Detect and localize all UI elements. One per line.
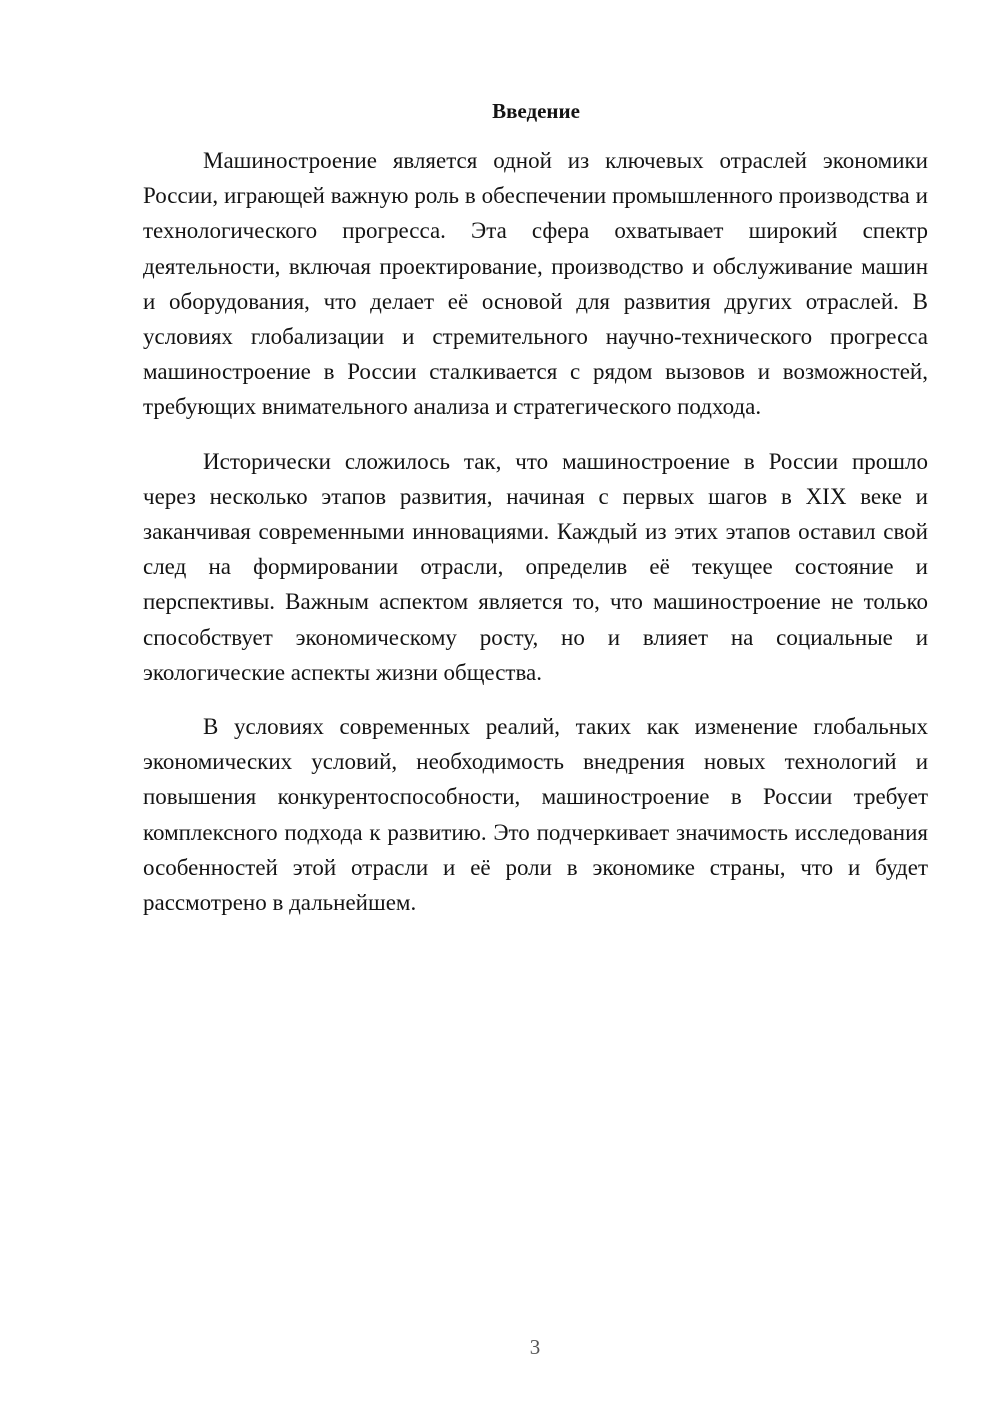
- paragraph-2: Исторически сложилось так, что машиностроение в России прошло через несколько этапов развития, начиная с первых шагов в XIX веке и заканчивая современными инновациями. Каждый из этих этапов оставил свой след на формировании отрасли, определив её текущее состояние и перспективы. Важным аспектом является то, что машиностроение не только способствует экономическому росту, но и влияет на социальные и экологические аспекты жизни общества.: [143, 448, 928, 685]
- page-number: 3: [529, 1335, 541, 1359]
- paragraph-1: Машиностроение является одной из ключевых отраслей экономики России, играющей важную роль в обеспечении промышленного производства и технологического прогресса. Эта сфера охватывает широкий спектр деятельности, включая проектирование, производство и обслуживание машин и оборудования, что делает её основой для развития других отраслей. В условиях глобализации и стремительного научно-технического прогресса машиностроение в России сталкивается с рядом вызовов и возможностей, требующих внимательного анализа и стратегического подхода.: [143, 148, 928, 420]
- paragraph-3: В условиях современных реалий, таких как изменение глобальных экономических условий, необходимость внедрения новых технологий и повышения конкурентоспособности, машиностроение в России требует комплексного подхода к развитию. Это подчеркивает значимость исследования особенностей этой отрасли и её роли в экономике страны, что и будет рассмотрено в дальнейшем.: [143, 714, 928, 916]
- body-text: [143, 143, 928, 920]
- section-title: Введение: [492, 99, 580, 123]
